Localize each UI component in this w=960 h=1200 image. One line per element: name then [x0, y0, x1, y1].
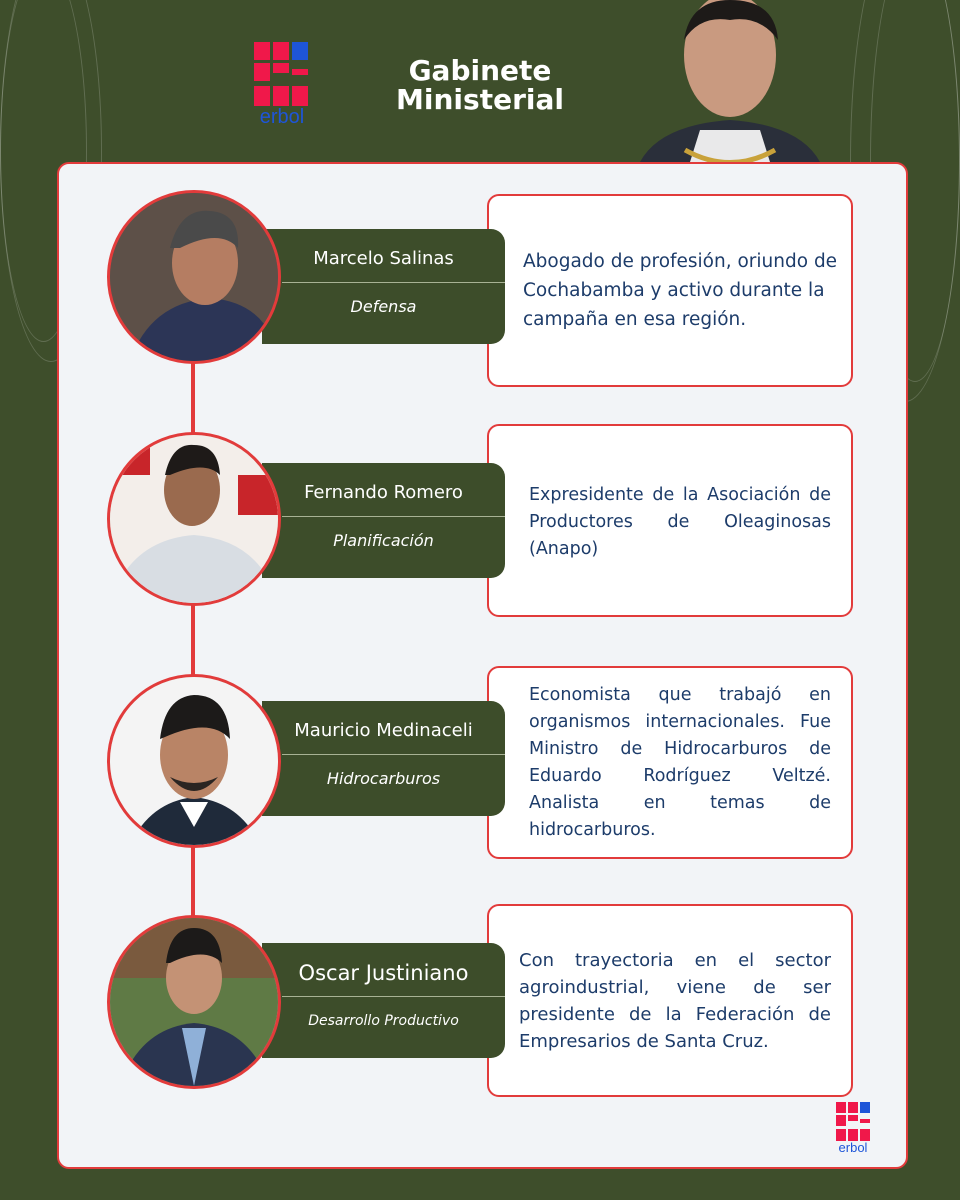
- minister-photo: [107, 674, 281, 848]
- minister-photo: [107, 915, 281, 1089]
- divider: [282, 996, 505, 997]
- minister-name-plate: [262, 943, 505, 1058]
- erbol-logo-footer: [836, 1102, 870, 1158]
- minister-name-plate: [262, 701, 505, 816]
- minister-ministry: Planificación: [333, 531, 434, 550]
- minister-description: Expresidente de la Asociación de Productores de Oleaginosas (Anapo): [529, 485, 831, 559]
- title-line-2: Ministerial: [396, 83, 564, 116]
- minister-name: Fernando Romero: [304, 482, 463, 503]
- minister-description-card: [487, 904, 853, 1097]
- minister-name: Oscar Justiniano: [298, 961, 469, 985]
- minister-name: Marcelo Salinas: [313, 248, 454, 269]
- divider: [282, 516, 505, 517]
- divider: [282, 754, 505, 755]
- minister-photo: [107, 190, 281, 364]
- divider: [282, 282, 505, 283]
- minister-description-card: [487, 194, 853, 387]
- minister-description: Abogado de profesión, oriundo de Cochabamba y activo durante la campaña en esa región.: [523, 251, 838, 330]
- erbol-logo: [254, 42, 310, 132]
- page-title: [380, 56, 580, 114]
- logo-text: erbol: [838, 1140, 868, 1155]
- minister-ministry: Defensa: [350, 297, 417, 316]
- minister-photo: [107, 432, 281, 606]
- minister-description-card: [487, 666, 853, 859]
- minister-description-card: [487, 424, 853, 617]
- minister-name-plate: [262, 229, 505, 344]
- minister-description: Economista que trabajó en organismos internacionales. Fue Ministro de Hidrocarburos de Eduardo Rodríguez Veltzé. Analista en temas de hidrocarburos.: [529, 684, 831, 840]
- timeline-connector: [191, 300, 195, 1000]
- minister-name: Mauricio Medinaceli: [294, 720, 473, 741]
- title-line-1: Gabinete: [408, 54, 552, 87]
- minister-ministry: Hidrocarburos: [326, 769, 441, 788]
- minister-name-plate: [262, 463, 505, 578]
- minister-ministry: Desarrollo Productivo: [308, 1013, 459, 1029]
- logo-text: erbol: [259, 106, 305, 128]
- minister-description: Con trayectoria en el sector agroindustrial, viene de ser presidente de la Federación de Empresarios de Santa Cruz.: [519, 949, 831, 1052]
- president-portrait: [630, 0, 830, 162]
